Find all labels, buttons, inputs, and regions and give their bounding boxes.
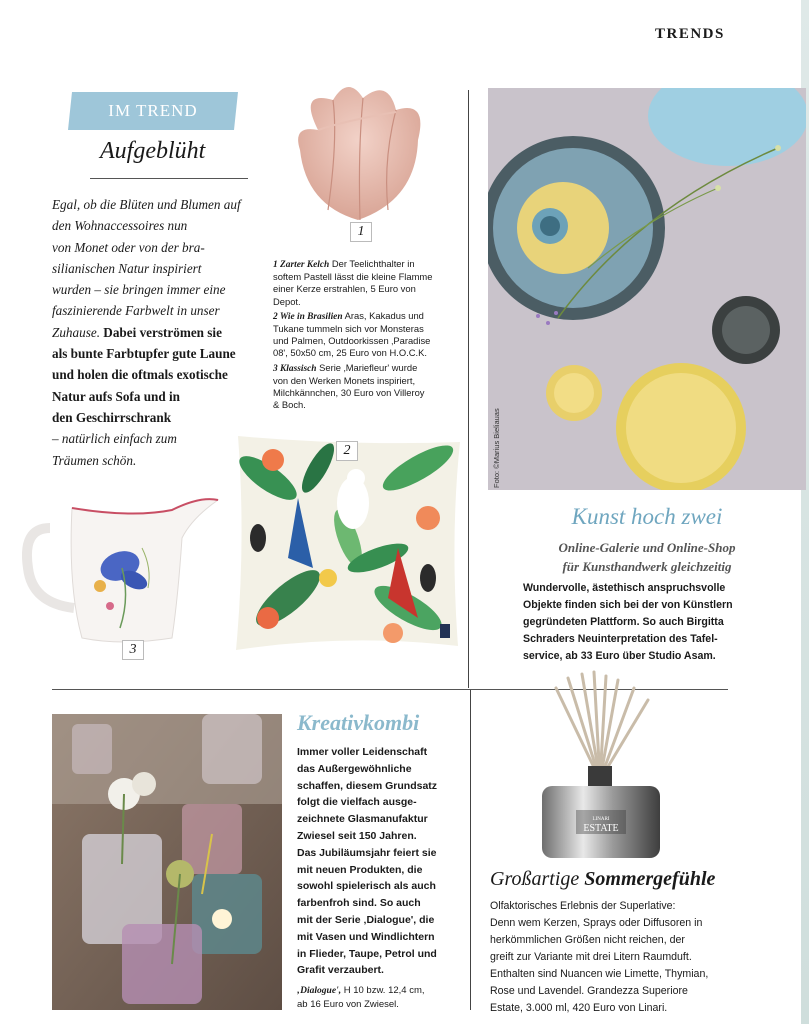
gross-body: Olfaktorisches Erlebnis der Superlative: Denn wem Kerzen, Sprays oder Diffusoren in herkömmlichen Größen nicht reichen, der greift zur Variante mit drei Litern Raumduft. Enthalten sind Nuancen wie Limette, Thymian, Rose und Lavendel. Grandezza Superiore Estate, 3.000 ml, 420 Euro von Linari. [490, 900, 709, 1014]
kunst-subheadline: Online-Galerie und Online-Shop für Kunsthandwerk gleichzeitig [558, 540, 736, 574]
zwiesel-glass-photo [52, 714, 282, 1010]
product-list [273, 258, 433, 413]
bottle-brand: LINARI [592, 817, 610, 822]
feature-headline: Aufgeblüht [100, 138, 206, 164]
trend-tag: IM TREND [108, 101, 198, 120]
product-number-1: 1 [350, 222, 372, 242]
kreativ-headline: Kreativkombi [297, 710, 420, 735]
product-item: 3 Klassisch Serie ‚Mariefleur' wurde von den Werken Monets inspiriert, Milchkännchen, 30 Euro von Villeroy & Boch. [273, 361, 425, 411]
photo-credit: Foto: ©Marius Bieliauas [492, 408, 501, 488]
tableware-photo [488, 88, 806, 490]
product-number-2: 2 [336, 441, 358, 461]
tropical-pillow-image [228, 428, 466, 656]
column-divider-lower [470, 690, 471, 1010]
kunst-headline: Kunst hoch zwei [571, 504, 723, 529]
product-item: 1 Zarter Kelch Der Teelichthalter in softem Pastell lässt die kleine Flamme einer Kerze erstrahlen, 5 Euro von Depot. [273, 258, 433, 307]
kreativ-product-info: ‚Dialogue', H 10 bzw. 12,4 cm, ab 16 Euro von Zwiesel. [297, 985, 425, 1010]
product-number-3: 3 [122, 640, 144, 660]
kreativ-body: Immer voller Leidenschaft das Außergewöhnliche schaffen, diesem Grundsatz folgt die vielfach ausge- zeichnete Glasmanufaktur Zwiesel seit 150 Jahren. Das Jubiläumsjahr feiert sie mit neuen Produkten, die sowohl spielerisch als auch farbenfroh sind. So auch mit der Serie ‚Dialogue', die mit Vasen und Windlichtern in Flieder, Taupe, Petrol und Grafit verzaubert. [297, 746, 438, 977]
column-divider [468, 90, 469, 688]
headline-rule [90, 178, 248, 179]
tulip-tealight-image [278, 70, 438, 230]
section-label: TRENDS [655, 26, 725, 42]
bottle-label: ESTATE [583, 823, 619, 834]
feature-intro: Egal, ob die Blüten und Blumen auf den Wohnaccessoires nun von Monet oder von der bra- silianischen Natur inspiriert wurden – sie bringen immer eine faszinierende Farbwelt in unser Zuhause. Dabei verströmen sie als bunte Farbtupfer gute Laune und holen die oftmals exotische Natur aufs Sofa und in den Geschirrschrank – natürlich einfach zum Träumen schön. [52, 197, 241, 468]
kunst-body: Wundervolle, ästethisch anspruchsvolle Objekte finden sich bei der von Künstlern gegründeten Plattform. So auch Birgitta Schraders Neuinterpretation des Tafel- service, ab 33 Euro über Studio Asam. [523, 582, 733, 662]
gross-headline: Großartige Sommergefühle [490, 868, 716, 890]
floral-jug-image [22, 488, 226, 648]
diffuser-image [536, 670, 666, 862]
product-item: 2 Wie in Brasilien Aras, Kakadus und Tukane tummeln sich vor Monsteras und Palmen, Outdoorkissen ‚Paradise 08', 50x50 cm, 25 Euro von H.O.C.K. [273, 309, 431, 359]
